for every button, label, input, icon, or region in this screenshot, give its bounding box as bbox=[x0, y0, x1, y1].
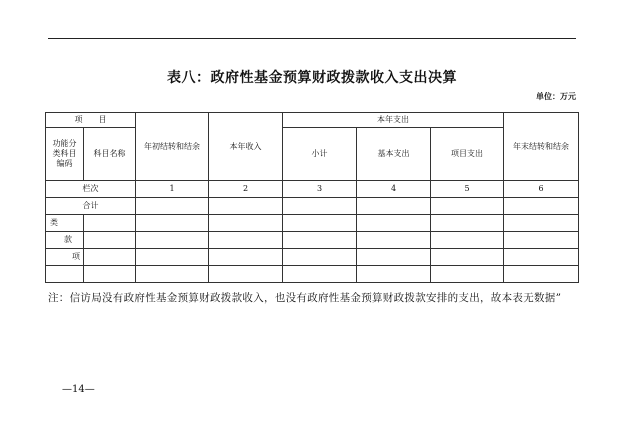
section-row bbox=[46, 232, 579, 249]
page-number: —14— bbox=[62, 384, 95, 395]
table-cell bbox=[84, 249, 136, 266]
table-cell bbox=[504, 215, 579, 232]
page-title: 表八：政府性基金预算财政拨款收入支出决算 bbox=[167, 70, 457, 86]
project-expense-header: 项目支出 bbox=[431, 128, 504, 181]
column-number-row bbox=[46, 181, 579, 198]
table-cell bbox=[357, 232, 431, 249]
table-cell bbox=[136, 215, 209, 232]
header-row-2 bbox=[46, 128, 579, 181]
table-cell bbox=[431, 198, 504, 215]
table-cell bbox=[504, 249, 579, 266]
column-number: 2 bbox=[209, 181, 283, 198]
table-cell bbox=[431, 266, 504, 283]
table-cell bbox=[504, 266, 579, 283]
table-cell bbox=[357, 198, 431, 215]
subject-name-header: 科目名称 bbox=[84, 128, 136, 181]
table-cell bbox=[357, 215, 431, 232]
table-cell bbox=[283, 215, 357, 232]
current-income-header: 本年收入 bbox=[209, 113, 283, 181]
column-row-label: 栏次 bbox=[46, 181, 136, 198]
table-cell bbox=[209, 266, 283, 283]
table-cell bbox=[209, 198, 283, 215]
table-cell bbox=[84, 215, 136, 232]
table-cell bbox=[136, 266, 209, 283]
table-cell bbox=[136, 249, 209, 266]
table-cell bbox=[431, 232, 504, 249]
subtotal-header: 小计 bbox=[283, 128, 357, 181]
closing-balance-header: 年末结转和结余 bbox=[504, 113, 579, 181]
category-row bbox=[46, 215, 579, 232]
item-row bbox=[46, 249, 579, 266]
header-row-1 bbox=[46, 113, 579, 128]
table-cell bbox=[136, 198, 209, 215]
table-cell bbox=[84, 232, 136, 249]
column-number: 3 bbox=[283, 181, 357, 198]
unit-label: 单位：万元 bbox=[536, 91, 576, 101]
table-cell bbox=[136, 232, 209, 249]
function-code-line-2: 类科目 bbox=[52, 149, 77, 158]
total-row bbox=[46, 198, 579, 215]
table-cell bbox=[504, 232, 579, 249]
function-code-line-3: 编码 bbox=[56, 159, 73, 168]
function-code-line-1: 功能分 bbox=[52, 139, 77, 148]
column-number: 4 bbox=[357, 181, 431, 198]
table-cell bbox=[209, 249, 283, 266]
table-cell bbox=[283, 266, 357, 283]
table-cell bbox=[431, 215, 504, 232]
item-header: 项 目 bbox=[46, 113, 136, 128]
budget-table bbox=[45, 112, 579, 283]
table-cell bbox=[46, 266, 84, 283]
column-number: 1 bbox=[136, 181, 209, 198]
table-cell bbox=[431, 249, 504, 266]
table-note: 注：信访局没有政府性基金预算财政拨款收入，也没有政府性基金预算财政拨款安排的支出，故本表无数据” bbox=[48, 292, 562, 304]
top-rule bbox=[48, 38, 576, 39]
table-cell bbox=[283, 232, 357, 249]
column-number: 5 bbox=[431, 181, 504, 198]
category-label: 类 bbox=[46, 215, 84, 232]
table-cell bbox=[357, 249, 431, 266]
table-cell bbox=[504, 198, 579, 215]
table-cell bbox=[209, 215, 283, 232]
table-cell bbox=[209, 232, 283, 249]
total-label: 合计 bbox=[46, 198, 136, 215]
opening-balance-header: 年初结转和结余 bbox=[136, 113, 209, 181]
basic-expense-header: 基本支出 bbox=[357, 128, 431, 181]
current-expense-header: 本年支出 bbox=[283, 113, 504, 128]
table-cell bbox=[84, 266, 136, 283]
column-number: 6 bbox=[504, 181, 579, 198]
function-code-header bbox=[46, 128, 84, 181]
item-label: 项 bbox=[46, 249, 84, 266]
table-cell bbox=[283, 249, 357, 266]
section-label: 款 bbox=[46, 232, 84, 249]
table-cell bbox=[357, 266, 431, 283]
table-cell bbox=[283, 198, 357, 215]
empty-row bbox=[46, 266, 579, 283]
